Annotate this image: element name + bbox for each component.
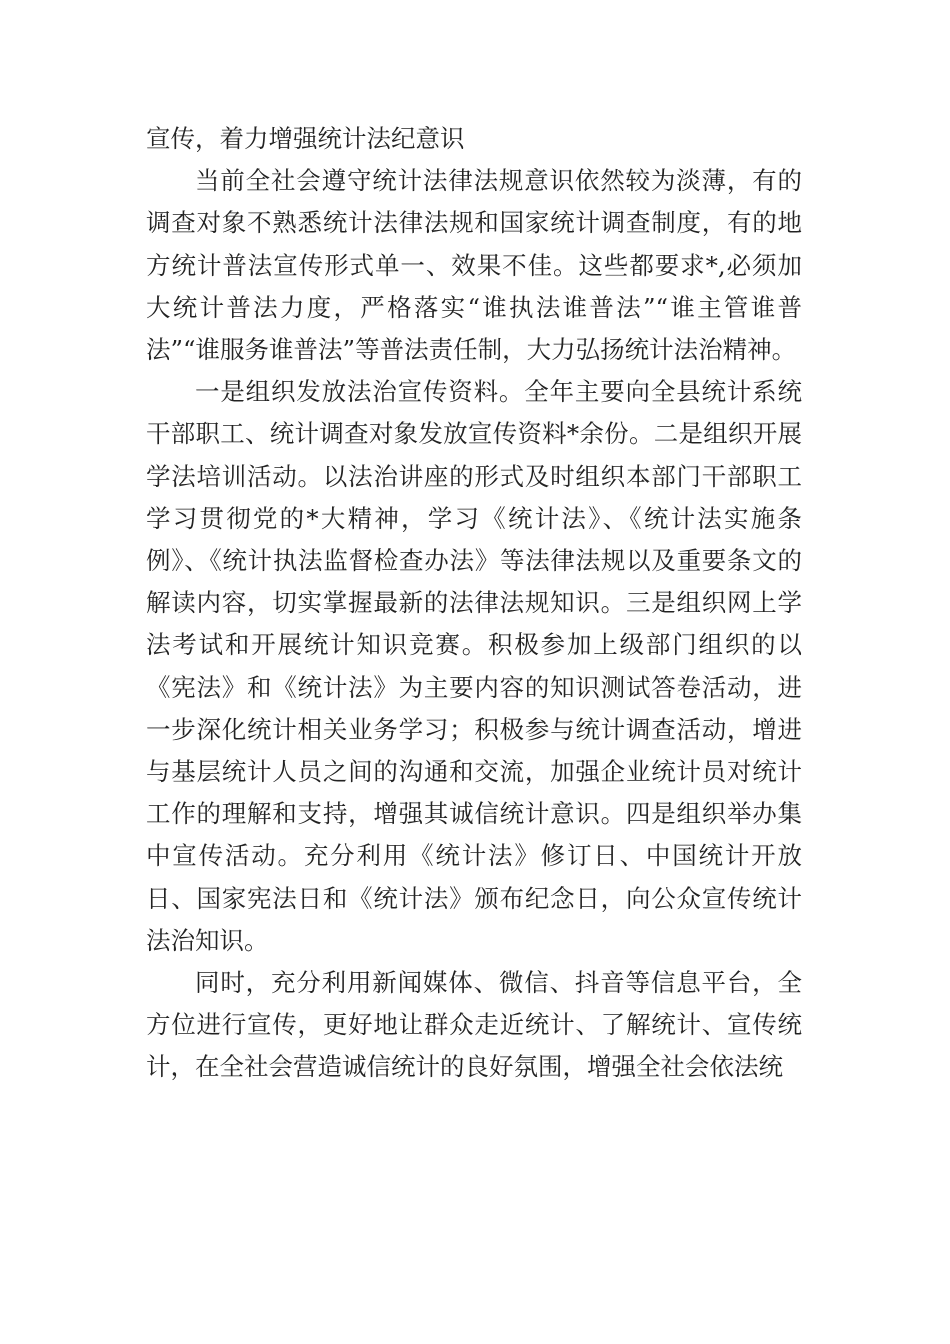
paragraph-activities: 一是组织发放法治宣传资料。全年主要向全县统计系统干部职工、统计调查对象发放宣传资料*余份。二是组织开展学法培训活动。以法治讲座的形式及时组织本部门干部职工学习贯彻党的*大精神，学习《统计法》、《统计法实施条例》、《统计执法监督检查办法》等法律法规以及重要条文的解读内容，切实掌握最新的法律法规知识。三是组织网上学法考试和开展统计知识竞赛。积极参加上级部门组织的以《宪法》和《统计法》为主要内容的知识测试答卷活动，进一步深化统计相关业务学习；积极参与统计调查活动，增进与基层统计人员之间的沟通和交流，加强企业统计员对统计工作的理解和支持，增强其诚信统计意识。四是组织举办集中宣传活动。充分利用《统计法》修订日、中国统计开放日、国家宪法日和《统计法》颁布纪念日，向公众宣传统计法治知识。 [146, 377, 802, 955]
document-page [146, 118, 802, 1089]
paragraph-awareness: 当前全社会遵守统计法律法规意识依然较为淡薄，有的调查对象不熟悉统计法律法规和国家统计调查制度，有的地方统计普法宣传形式单一、效果不佳。这些都要求*,必须加大统计普法力度，严格落实“谁执法谁普法”“谁主管谁普法”“谁服务谁普法”等普法责任制，大力弘扬统计法治精神。 [146, 166, 802, 365]
paragraph-media: 同时，充分利用新闻媒体、微信、抖音等信息平台，全方位进行宣传，更好地让群众走近统计、了解统计、宣传统计，在全社会营造诚信统计的良好氛围，增强全社会依法统 [146, 968, 802, 1082]
paragraph-heading-continuation: 宣传，着力增强统计法纪意识 [146, 124, 465, 153]
